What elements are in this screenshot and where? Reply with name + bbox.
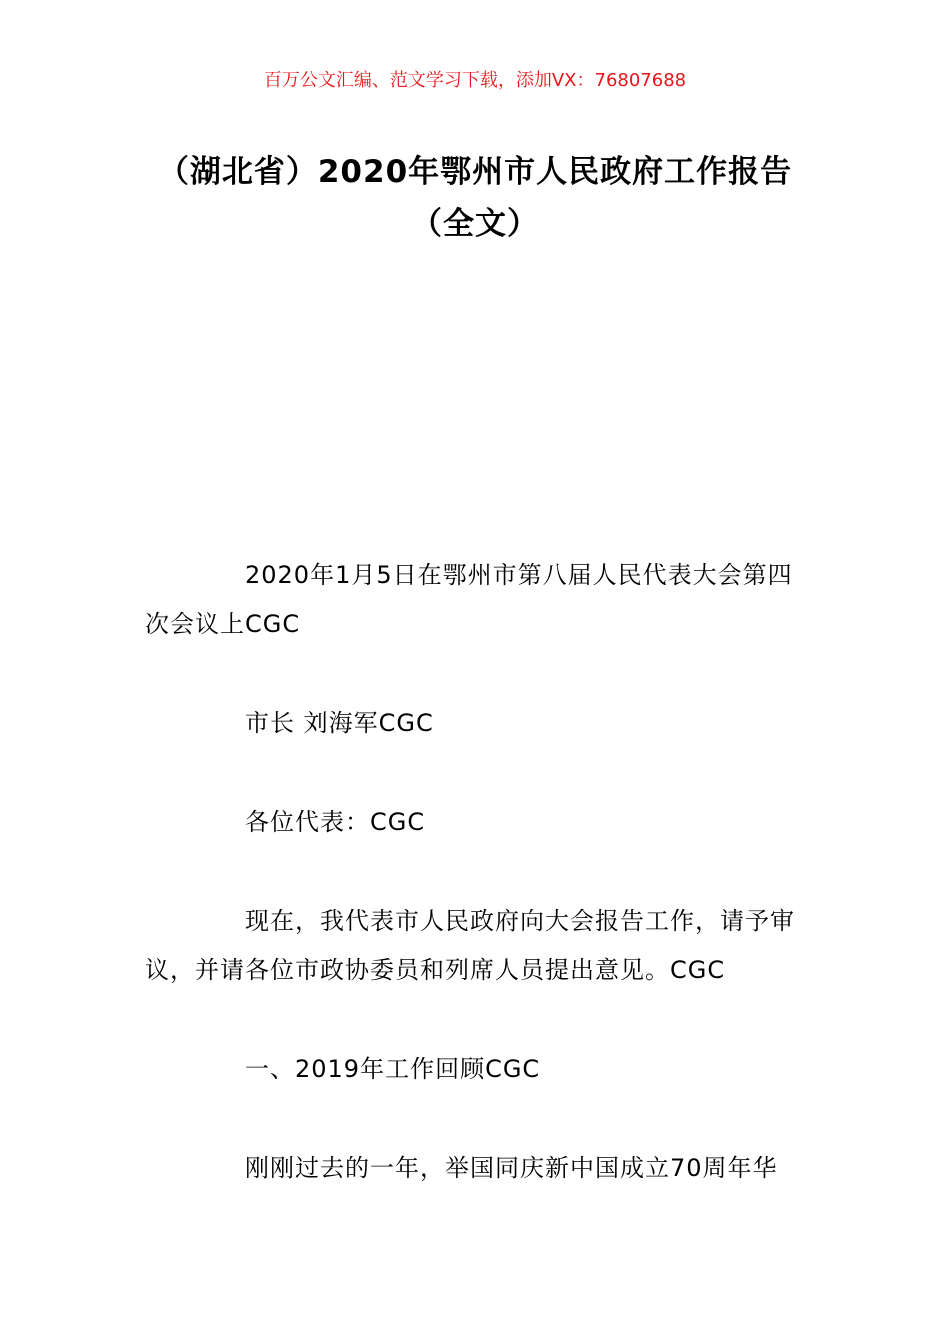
section-heading-review: 一、2019年工作回顾CGC: [245, 1055, 541, 1083]
paragraph-review-start: 刚刚过去的一年，举国同庆新中国成立70周年华: [245, 1154, 778, 1182]
paragraph-meeting-info: 2020年1月5日在鄂州市第八届人民代表大会第四次会议上CGC: [145, 561, 793, 638]
promo-banner: 百万公文汇编、范文学习下载，添加VX：76807688: [263, 70, 687, 91]
paragraph-mayor: 市长 刘海军CGC: [245, 709, 434, 737]
document-body: [145, 551, 810, 1243]
document-title: （湖北省）2020年鄂州市人民政府工作报告（全文）: [157, 154, 793, 242]
paragraph-opening: 现在，我代表市人民政府向大会报告工作，请予审议，并请各位市政协委员和列席人员提出意见。CGC: [145, 907, 795, 984]
paragraph-salutation: 各位代表：CGC: [245, 808, 426, 836]
